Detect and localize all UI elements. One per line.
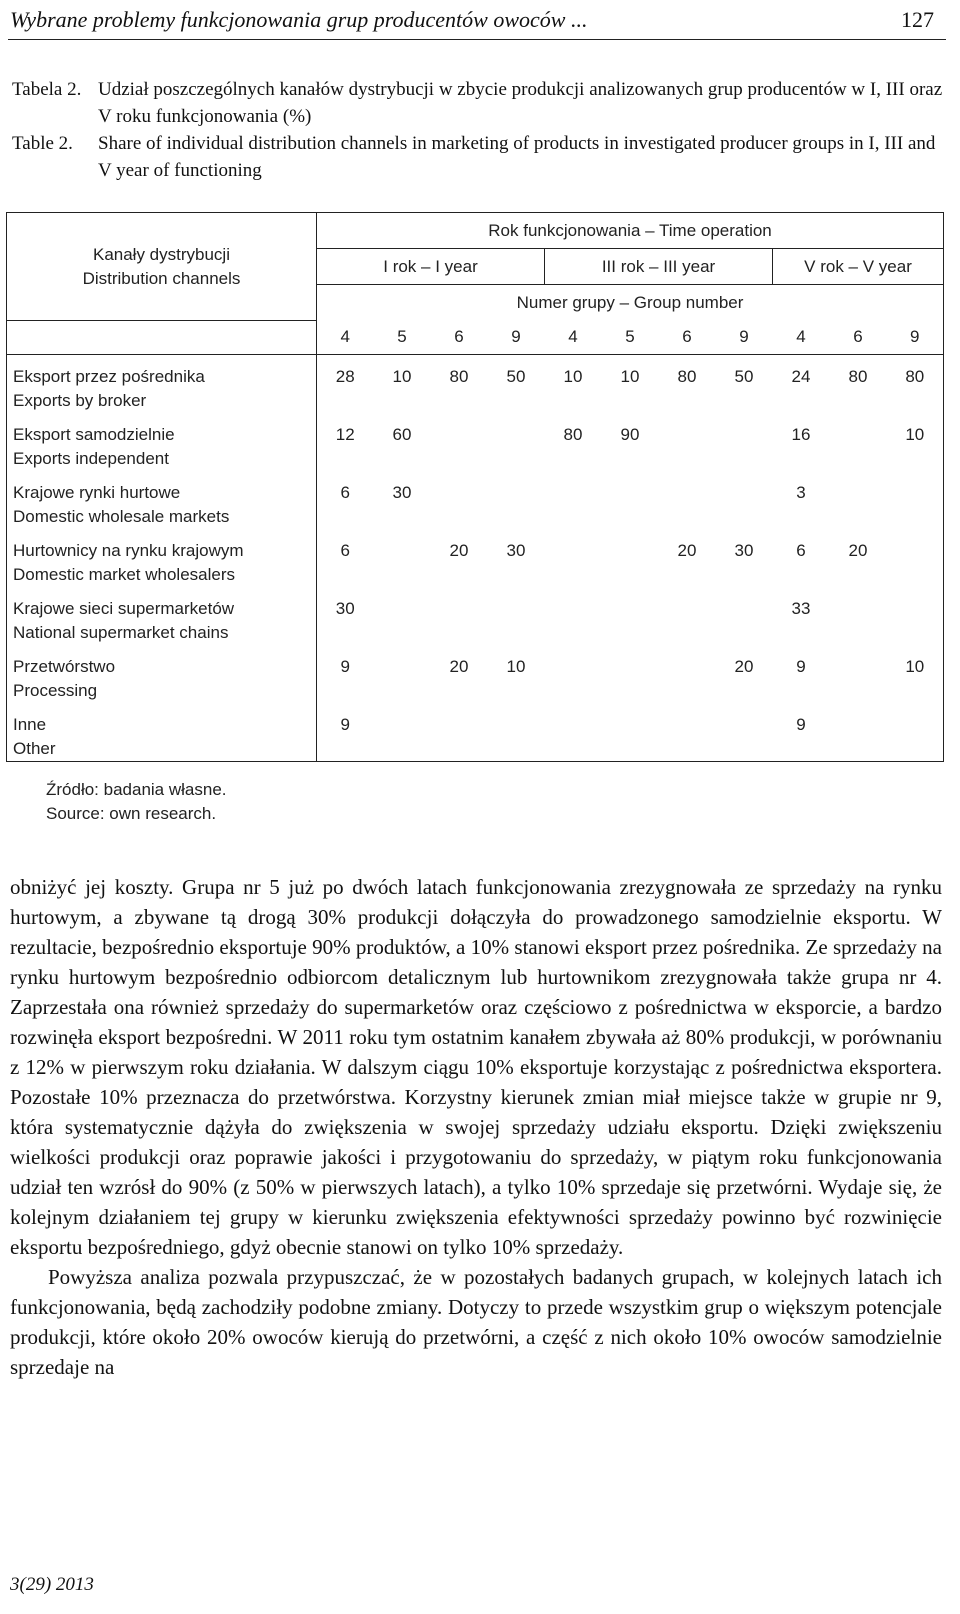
source-en: Source: own research. xyxy=(46,804,217,823)
row-label-pl: Krajowe rynki hurtowe xyxy=(13,483,181,502)
table-cell: 60 xyxy=(392,425,412,444)
table-cell xyxy=(716,587,773,645)
table-cell: 10 xyxy=(392,367,412,386)
table-cell xyxy=(545,645,602,703)
row-label-pl: Inne xyxy=(13,715,47,734)
source-pl: Źródło: badania własne. xyxy=(46,780,227,799)
table-row xyxy=(7,471,944,529)
table-cell: 3 xyxy=(796,483,806,502)
row-label xyxy=(7,471,317,529)
table-source xyxy=(46,778,227,826)
table-cell: 50 xyxy=(506,367,526,386)
caption-text-en: Share of individual distribution channels in marketing of products in investigated producer groups in I, III and V year of functioning xyxy=(98,133,936,181)
table-cell: 10 xyxy=(563,367,583,386)
running-header xyxy=(8,4,946,40)
table-cell: 10 xyxy=(887,645,944,703)
table-cell xyxy=(659,703,716,762)
row-label-pl: Przetwórstwo xyxy=(13,657,116,676)
table-cell xyxy=(887,471,944,529)
caption-label-pl: Tabela 2. xyxy=(12,79,82,100)
table-cell xyxy=(488,471,545,529)
group-number: 9 xyxy=(887,321,944,355)
table-cell: 30 xyxy=(506,541,526,560)
table-cell: 6 xyxy=(796,541,806,560)
row-label xyxy=(7,587,317,645)
table-cell xyxy=(830,413,887,471)
table-cell: 9 xyxy=(796,657,806,676)
table-cell: 80 xyxy=(887,355,944,414)
distribution-table xyxy=(6,212,944,768)
table-cell: 28 xyxy=(335,367,355,386)
group-number: 9 xyxy=(716,321,773,355)
table-cell: 24 xyxy=(791,367,811,386)
page-number: 127 xyxy=(901,7,934,32)
table-cell xyxy=(545,471,602,529)
row-label xyxy=(7,413,317,471)
table-cell: 10 xyxy=(887,413,944,471)
table-cell: 33 xyxy=(791,599,811,618)
table-cell xyxy=(716,471,773,529)
year-header: V rok – V year xyxy=(773,249,944,285)
row-label-pl: Eksport samodzielnie xyxy=(13,425,175,444)
row-label xyxy=(7,529,317,587)
year-header: I rok – I year xyxy=(317,249,545,285)
table-cell xyxy=(830,471,887,529)
table-cell: 30 xyxy=(392,483,412,502)
table-cell: 9 xyxy=(773,703,830,762)
table-cell xyxy=(374,529,431,587)
row-label-en: Exports by broker xyxy=(13,391,147,410)
table-cell xyxy=(602,587,659,645)
row-label-en: Processing xyxy=(13,681,98,700)
table-cell: 20 xyxy=(734,657,754,676)
row-label-en: Domestic wholesale markets xyxy=(13,507,230,526)
table-row xyxy=(7,529,944,587)
table-cell xyxy=(887,587,944,645)
table-cell xyxy=(887,703,944,762)
group-number: 6 xyxy=(431,321,488,355)
table-cell xyxy=(374,645,431,703)
table-cell xyxy=(830,645,887,703)
year-header: III rok – III year xyxy=(545,249,773,285)
group-number: 4 xyxy=(545,321,602,355)
table-cell xyxy=(545,703,602,762)
table-cell xyxy=(488,587,545,645)
table-cell xyxy=(716,703,773,762)
table-cell xyxy=(602,703,659,762)
row-label xyxy=(7,645,317,703)
table-cell: 10 xyxy=(620,367,640,386)
table-cell: 80 xyxy=(677,367,697,386)
group-number: 5 xyxy=(374,321,431,355)
table-cell: 6 xyxy=(340,541,350,560)
table-cell xyxy=(887,529,944,587)
table-cell xyxy=(830,587,887,645)
table-cell: 90 xyxy=(620,425,640,444)
body-text xyxy=(10,872,942,1382)
table-cell xyxy=(545,529,602,587)
table-row xyxy=(7,355,944,414)
group-number: 4 xyxy=(773,321,830,355)
table-cell xyxy=(602,645,659,703)
table-cell xyxy=(431,587,488,645)
table-row xyxy=(7,413,944,471)
table-cell xyxy=(488,413,545,471)
issue-footer: 3(29) 2013 xyxy=(10,1574,94,1595)
caption-label-en: Table 2. xyxy=(12,133,73,154)
row-label-pl: Hurtownicy na rynku krajowym xyxy=(13,541,244,560)
table-cell xyxy=(830,703,887,762)
table-cell: 80 xyxy=(449,367,469,386)
paragraph: obniżyć jej koszty. Grupa nr 5 już po dwóch latach funkcjonowania zrezygnowała ze sprzedaży na rynku hurtowym, a zbywane tą drogą 30% produkcji dołączyła do prowadzonego samodzielnie eksportu. W rezultacie, bezpośrednio eksportuje 90% produktów, a 10% stanowi eksport przez pośrednika. Ze sprzedaży na rynku hurtowym bezpośrednio odbiorcom detalicznym lub hurtownikom zrezygnowała także grupa nr 4. Zaprzestała ona również sprzedaży do supermarketów oraz częściowo z pośrednictwa w eksporcie, a bardzo rozwinęła eksport bezpośredni. W 2011 roku tym ostatnim kanałem zbywała aż 80% produkcji, w porównaniu z 12% w pierwszym roku działania. W dalszym ciągu 10% eksportuje korzystając z pośrednictwa eksportera. Pozostałe 10% przeznacza do przetwórstwa. Korzystny kierunek zmian miał miejsce także w grupie nr 9, która systematycznie dążyła do zwiększenia w swojej sprzedaży udziału eksportu. Dzięki zwiększeniu wielkości produkcji oraz poprawie jakości i przygotowaniu do sprzedaży, w piątym roku funkcjonowania udział ten wzrósł do 90% (z 50% w pierwszych latach), a tylko 10% sprzedaje się przetwórni. Wydaje się, że kolejnym działaniem tej grupy w kierunku zwiększenia efektywności sprzedaży powinno być rozwinięcie eksportu bezpośredniego, gdyż obecnie stanowi on tylko 10% sprzedaży. xyxy=(10,875,942,1259)
group-number: 4 xyxy=(317,321,374,355)
group-header: Numer grupy – Group number xyxy=(317,285,944,321)
table-cell: 16 xyxy=(791,425,811,444)
table-cell xyxy=(431,703,488,762)
channels-header xyxy=(7,213,317,321)
row-label-en: National supermarket chains xyxy=(13,623,229,642)
table-cell: 20 xyxy=(848,541,868,560)
row-label xyxy=(7,703,317,762)
table-cell: 6 xyxy=(340,483,350,502)
table-cell xyxy=(659,471,716,529)
table-cell: 20 xyxy=(449,657,469,676)
table-cell: 9 xyxy=(340,657,350,676)
table-cell xyxy=(602,529,659,587)
table-cell xyxy=(488,703,545,762)
table-cell: 9 xyxy=(317,703,374,762)
table-cell: 50 xyxy=(734,367,754,386)
group-number: 6 xyxy=(659,321,716,355)
table-row xyxy=(7,703,944,762)
table-cell xyxy=(431,471,488,529)
row-label xyxy=(7,355,317,414)
table-cell xyxy=(374,587,431,645)
table-cell: 30 xyxy=(335,599,355,618)
row-label-en: Other xyxy=(13,739,56,758)
group-number: 9 xyxy=(488,321,545,355)
table-cell: 12 xyxy=(335,425,355,444)
table-cell: 20 xyxy=(449,541,469,560)
row-label-pl: Eksport przez pośrednika xyxy=(13,367,205,386)
table-cell xyxy=(374,703,431,762)
table-cell: 80 xyxy=(848,367,868,386)
table-cell: 20 xyxy=(677,541,697,560)
channels-header-pl: Kanały dystrybucji xyxy=(92,244,230,264)
table-row xyxy=(7,587,944,645)
table-cell xyxy=(716,413,773,471)
table-cell xyxy=(659,587,716,645)
row-label-en: Domestic market wholesalers xyxy=(13,565,236,584)
row-label-en: Exports independent xyxy=(13,449,169,468)
table-cell xyxy=(545,587,602,645)
running-title: Wybrane problemy funkcjonowania grup producentów owoców ... xyxy=(10,7,588,32)
table-cell xyxy=(431,413,488,471)
table-cell xyxy=(659,645,716,703)
table-row xyxy=(7,645,944,703)
channels-header-en: Distribution channels xyxy=(82,268,241,288)
row-label-pl: Krajowe sieci supermarketów xyxy=(13,599,235,618)
table-caption-pl xyxy=(12,76,942,130)
table-cell: 10 xyxy=(506,657,526,676)
group-number: 5 xyxy=(602,321,659,355)
paragraph: Powyższa analiza pozwala przypuszczać, że w pozostałych badanych grupach, w kolejnych latach ich funkcjonowania, będą zachodziły podobne zmiany. Dotyczy to przede wszystkim grup o większym potencjale produkcji, które około 20% owoców kierują do przetwórni, a część z nich około 10% owoców samodzielnie sprzedaje na xyxy=(10,1265,942,1379)
table-caption-en xyxy=(12,130,942,184)
table-cell xyxy=(602,471,659,529)
table-cell xyxy=(659,413,716,471)
operation-header: Rok funkcjonowania – Time operation xyxy=(317,213,944,249)
group-number: 6 xyxy=(830,321,887,355)
caption-text-pl: Udział poszczególnych kanałów dystrybucji w zbycie produkcji analizowanych grup producentów w I, III oraz V roku funkcjonowania (%) xyxy=(98,79,943,127)
table-cell: 80 xyxy=(563,425,583,444)
channels-header-spacer xyxy=(7,321,317,355)
table-cell: 30 xyxy=(734,541,754,560)
